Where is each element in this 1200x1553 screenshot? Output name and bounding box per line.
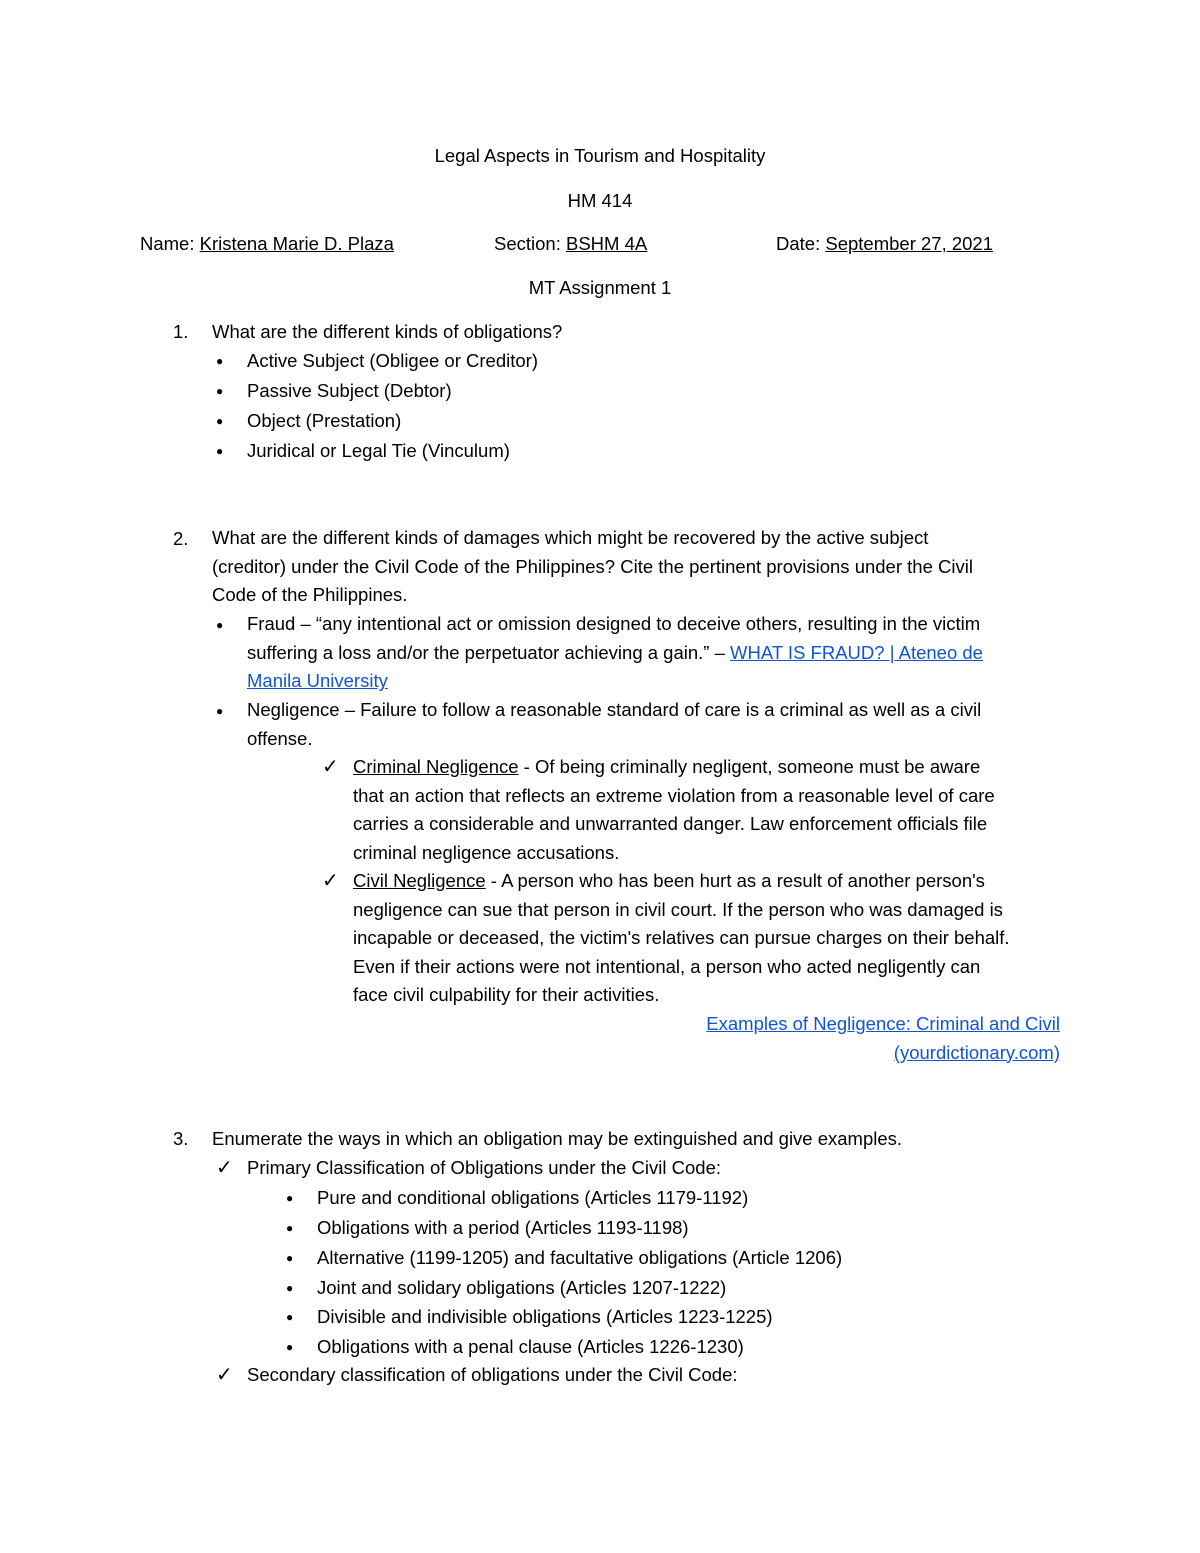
list-item: Joint and solidary obligations (Articles 1207-1222) [317,1277,727,1298]
criminal-negligence-term: Criminal Negligence [353,756,519,777]
q3-number: 3. [173,1128,189,1149]
negligence-item: Negligence – Failure to follow a reasonable standard of care is a criminal as well as a civil offense. [247,699,982,749]
q3-question: Enumerate the ways in which an obligation may be extinguished and give examples. [212,1128,903,1149]
bullet-icon: ● [216,384,224,398]
list-item: Obligations with a period (Articles 1193-1198) [317,1217,689,1238]
q1-question: What are the different kinds of obligations? [212,321,563,342]
document-title: Legal Aspects in Tourism and Hospitality [434,145,766,166]
bullet-icon: ● [286,1221,294,1235]
bullet-icon: ● [216,354,224,368]
criminal-negligence-item: Criminal Negligence - Of being criminally negligent, someone must be aware that an action that reflects an extreme violation from a reasonable level of care carries a considerable and unwarranted danger. Law enforcement officials file criminal negligence accusations. [353,756,995,863]
bullet-icon: ● [216,618,224,632]
section-value: BSHM 4A [566,233,648,254]
list-item: Obligations with a penal clause (Articles 1226-1230) [317,1336,744,1357]
list-item: Passive Subject (Debtor) [247,380,452,401]
fraud-item: Fraud – “any intentional act or omission designed to deceive others, resulting in the victim suffering a loss and/or the perpetuator achieving a gain.” – WHAT IS FRAUD? | Ateneo de Manila University [247,613,983,692]
bullet-icon: ● [286,1251,294,1265]
q2-question: What are the different kinds of damages which might be recovered by the active subject (creditor) under the Civil Code of the Philippines? Cite the pertinent provisions under the Civil Code of the Philippines. [212,527,973,606]
primary-classification-heading: Primary Classification of Obligations under the Civil Code: [247,1157,722,1178]
list-item: Active Subject (Obligee or Creditor) [247,350,538,371]
assignment-title: MT Assignment 1 [528,277,672,298]
q2-number: 2. [173,528,189,549]
checkmark-icon: ✓ [216,1157,233,1179]
checkmark-icon: ✓ [322,870,339,892]
list-item: Alternative (1199-1205) and facultative obligations (Article 1206) [317,1247,843,1268]
list-item: Juridical or Legal Tie (Vinculum) [247,440,510,461]
fraud-source-link[interactable]: WHAT IS FRAUD? | Ateneo de [730,641,983,663]
bullet-icon: ● [286,1281,294,1295]
checkmark-icon: ✓ [322,756,339,778]
name-field [140,233,394,255]
bullet-icon: ● [216,444,224,458]
list-item: Pure and conditional obligations (Articles 1179-1192) [317,1187,749,1208]
date-field [776,233,993,255]
civil-negligence-item: Civil Negligence - A person who has been hurt as a result of another person's negligence can sue that person in civil court. If the person who was damaged is incapable or deceased, the victim's relatives can pursue charges on their behalf. Even if their actions were not intentional, a person who acted negligently can face civil culpability for their activities. [353,870,1010,1006]
bullet-icon: ● [216,704,224,718]
bullet-icon: ● [286,1310,294,1324]
secondary-classification-heading: Secondary classification of obligations under the Civil Code: [247,1364,738,1385]
checkmark-icon: ✓ [216,1364,233,1386]
name-value: Kristena Marie D. Plaza [199,233,394,254]
date-label: Date: [776,233,821,254]
bullet-icon: ● [286,1191,294,1205]
negligence-source-link[interactable]: Examples of Negligence: Criminal and Civil [706,1013,1060,1034]
course-code: HM 414 [567,190,633,211]
bullet-icon: ● [216,414,224,428]
date-value: September 27, 2021 [825,233,994,254]
negligence-source [706,1010,1060,1067]
q1-number: 1. [173,321,189,342]
list-item: Divisible and indivisible obligations (Articles 1223-1225) [317,1306,773,1327]
civil-negligence-term: Civil Negligence [353,870,486,891]
name-label: Name: [140,233,195,254]
list-item: Object (Prestation) [247,410,402,431]
bullet-icon: ● [286,1340,294,1354]
negligence-source-link-cont[interactable]: (yourdictionary.com) [893,1041,1060,1063]
section-label: Section: [494,233,561,254]
fraud-source-link-cont[interactable]: Manila University [247,670,388,692]
section-field [494,233,647,255]
